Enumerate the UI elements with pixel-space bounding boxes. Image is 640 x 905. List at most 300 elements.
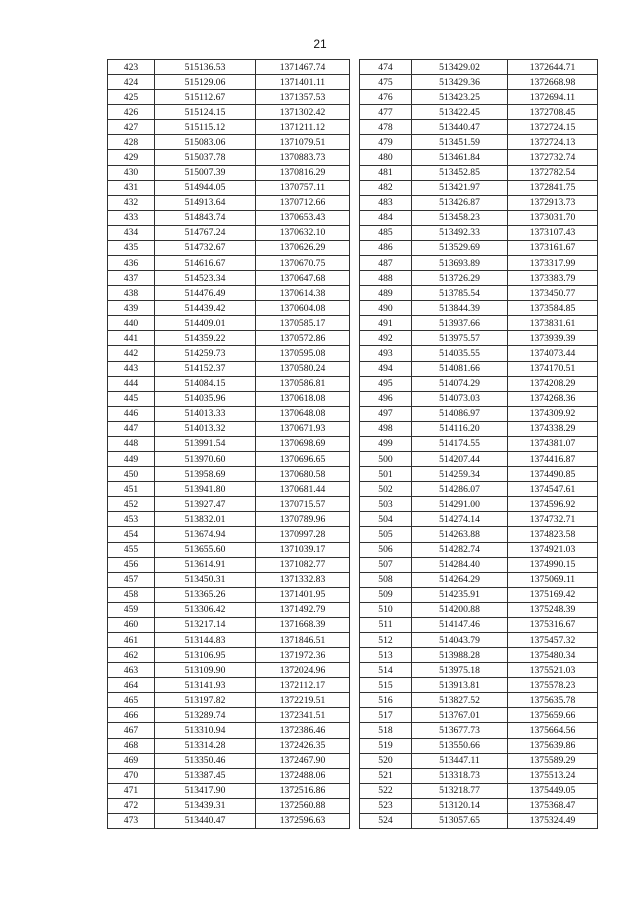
table-row [108,256,350,271]
point-number-cell: 489 [360,286,412,301]
point-number-cell: 487 [360,256,412,271]
y-coordinate-cell: 1370614.38 [256,286,350,301]
y-coordinate-cell: 1370712.66 [256,195,350,210]
x-coordinate-cell: 513674.94 [155,527,256,542]
y-coordinate-cell: 1370883.73 [256,150,350,165]
x-coordinate-cell: 514043.79 [412,632,508,647]
y-coordinate-cell: 1375457.32 [508,632,598,647]
x-coordinate-cell: 514359.22 [155,331,256,346]
table-row [108,693,350,708]
y-coordinate-cell: 1374268.36 [508,391,598,406]
x-coordinate-cell: 514084.15 [155,376,256,391]
table-row [108,723,350,738]
y-coordinate-cell: 1372724.13 [508,135,598,150]
y-coordinate-cell: 1374490.85 [508,467,598,482]
table-row [360,482,598,497]
table-row [108,648,350,663]
x-coordinate-cell: 513970.60 [155,452,256,467]
point-number-cell: 430 [108,165,155,180]
table-row [108,90,350,105]
y-coordinate-cell: 1370647.68 [256,271,350,286]
table-row [108,331,350,346]
y-coordinate-cell: 1374208.29 [508,376,598,391]
x-coordinate-cell: 514263.88 [412,527,508,542]
x-coordinate-cell: 514439.42 [155,301,256,316]
point-number-cell: 437 [108,271,155,286]
y-coordinate-cell: 1372341.51 [256,708,350,723]
x-coordinate-cell: 514013.33 [155,406,256,421]
y-coordinate-cell: 1372112.17 [256,678,350,693]
point-number-cell: 432 [108,195,155,210]
x-coordinate-cell: 514286.07 [412,482,508,497]
point-number-cell: 452 [108,497,155,512]
table-row [108,180,350,195]
y-coordinate-cell: 1370681.44 [256,482,350,497]
table-row [360,135,598,150]
point-number-cell: 510 [360,602,412,617]
table-row [360,271,598,286]
point-number-cell: 448 [108,436,155,451]
table-row [108,346,350,361]
point-number-cell: 511 [360,617,412,632]
x-coordinate-cell: 513941.80 [155,482,256,497]
point-number-cell: 442 [108,346,155,361]
x-coordinate-cell: 513767.01 [412,708,508,723]
point-number-cell: 515 [360,678,412,693]
point-number-cell: 517 [360,708,412,723]
x-coordinate-cell: 514200.88 [412,602,508,617]
table-row [108,678,350,693]
table-row [360,587,598,602]
point-number-cell: 473 [108,813,155,828]
x-coordinate-cell: 513975.18 [412,663,508,678]
point-number-cell: 423 [108,60,155,75]
y-coordinate-cell: 1371467.74 [256,60,350,75]
x-coordinate-cell: 513387.45 [155,768,256,783]
table-row [108,406,350,421]
y-coordinate-cell: 1370648.08 [256,406,350,421]
point-number-cell: 490 [360,301,412,316]
x-coordinate-cell: 513318.73 [412,768,508,783]
x-coordinate-cell: 513289.74 [155,708,256,723]
x-coordinate-cell: 515136.53 [155,60,256,75]
y-coordinate-cell: 1372694.11 [508,90,598,105]
point-number-cell: 451 [108,482,155,497]
point-number-cell: 503 [360,497,412,512]
table-row [108,286,350,301]
point-number-cell: 479 [360,135,412,150]
x-coordinate-cell: 514284.40 [412,557,508,572]
y-coordinate-cell: 1374547.61 [508,482,598,497]
table-row [360,60,598,75]
point-number-cell: 455 [108,542,155,557]
y-coordinate-cell: 1372560.88 [256,798,350,813]
table-row [360,421,598,436]
point-number-cell: 463 [108,663,155,678]
point-number-cell: 454 [108,527,155,542]
x-coordinate-cell: 513529.69 [412,240,508,255]
point-number-cell: 480 [360,150,412,165]
table-row [108,708,350,723]
page-number: 21 [313,37,327,51]
y-coordinate-cell: 1374338.29 [508,421,598,436]
y-coordinate-cell: 1375664.56 [508,723,598,738]
y-coordinate-cell: 1370585.17 [256,316,350,331]
y-coordinate-cell: 1370572.86 [256,331,350,346]
x-coordinate-cell: 513057.65 [412,813,508,828]
y-coordinate-cell: 1372782.54 [508,165,598,180]
y-coordinate-cell: 1374073.44 [508,346,598,361]
point-number-cell: 462 [108,648,155,663]
y-coordinate-cell: 1371492.79 [256,602,350,617]
y-coordinate-cell: 1370789.96 [256,512,350,527]
table-row [360,617,598,632]
table-row [108,512,350,527]
table-row [360,225,598,240]
y-coordinate-cell: 1371079.51 [256,135,350,150]
x-coordinate-cell: 515037.78 [155,150,256,165]
x-coordinate-cell: 514235.91 [412,587,508,602]
x-coordinate-cell: 514913.64 [155,195,256,210]
point-number-cell: 486 [360,240,412,255]
x-coordinate-cell: 514732.67 [155,240,256,255]
table-row [108,60,350,75]
y-coordinate-cell: 1375169.42 [508,587,598,602]
table-row [360,602,598,617]
y-coordinate-cell: 1371082.77 [256,557,350,572]
point-number-cell: 518 [360,723,412,738]
table-row [108,738,350,753]
point-number-cell: 476 [360,90,412,105]
point-number-cell: 516 [360,693,412,708]
table-row [360,632,598,647]
x-coordinate-cell: 515115.12 [155,120,256,135]
y-coordinate-cell: 1375480.34 [508,648,598,663]
table-row [360,798,598,813]
y-coordinate-cell: 1370580.24 [256,361,350,376]
y-coordinate-cell: 1371401.11 [256,75,350,90]
table-row [108,225,350,240]
y-coordinate-cell: 1372516.86 [256,783,350,798]
y-coordinate-cell: 1374170.51 [508,361,598,376]
y-coordinate-cell: 1375635.78 [508,693,598,708]
x-coordinate-cell: 513988.28 [412,648,508,663]
y-coordinate-cell: 1373939.39 [508,331,598,346]
y-coordinate-cell: 1374309.92 [508,406,598,421]
table-row [108,165,350,180]
table-row [108,376,350,391]
y-coordinate-cell: 1370698.69 [256,436,350,451]
x-coordinate-cell: 513306.42 [155,602,256,617]
x-coordinate-cell: 513452.85 [412,165,508,180]
point-number-cell: 491 [360,316,412,331]
point-number-cell: 493 [360,346,412,361]
y-coordinate-cell: 1370670.75 [256,256,350,271]
x-coordinate-cell: 514073.03 [412,391,508,406]
y-coordinate-cell: 1371846.51 [256,632,350,647]
x-coordinate-cell: 515124.15 [155,105,256,120]
table-row [360,723,598,738]
table-row [108,150,350,165]
x-coordinate-cell: 513217.14 [155,617,256,632]
table-row [360,693,598,708]
table-row [108,587,350,602]
point-number-cell: 426 [108,105,155,120]
point-number-cell: 492 [360,331,412,346]
y-coordinate-cell: 1375659.66 [508,708,598,723]
table-row [360,768,598,783]
x-coordinate-cell: 513417.90 [155,783,256,798]
x-coordinate-cell: 513314.28 [155,738,256,753]
table-row [360,512,598,527]
point-number-cell: 496 [360,391,412,406]
x-coordinate-cell: 514116.20 [412,421,508,436]
table-row [360,557,598,572]
table-row [360,391,598,406]
point-number-cell: 474 [360,60,412,75]
x-coordinate-cell: 513655.60 [155,542,256,557]
point-number-cell: 441 [108,331,155,346]
table-row [108,482,350,497]
point-number-cell: 449 [108,452,155,467]
x-coordinate-cell: 513429.36 [412,75,508,90]
y-coordinate-cell: 1374381.07 [508,436,598,451]
table-row [360,572,598,587]
x-coordinate-cell: 513991.54 [155,436,256,451]
table-row [108,436,350,451]
y-coordinate-cell: 1372708.45 [508,105,598,120]
x-coordinate-cell: 514152.37 [155,361,256,376]
x-coordinate-cell: 514409.01 [155,316,256,331]
x-coordinate-cell: 513458.23 [412,210,508,225]
table-row [360,331,598,346]
x-coordinate-cell: 513422.45 [412,105,508,120]
point-number-cell: 478 [360,120,412,135]
x-coordinate-cell: 513785.54 [412,286,508,301]
table-row [360,452,598,467]
x-coordinate-cell: 514282.74 [412,542,508,557]
table-row [360,406,598,421]
x-coordinate-cell: 513492.33 [412,225,508,240]
table-row [108,617,350,632]
y-coordinate-cell: 1372841.75 [508,180,598,195]
x-coordinate-cell: 513614.91 [155,557,256,572]
table-row [108,316,350,331]
x-coordinate-cell: 514476.49 [155,286,256,301]
y-coordinate-cell: 1372426.35 [256,738,350,753]
point-number-cell: 507 [360,557,412,572]
table-row [108,195,350,210]
x-coordinate-cell: 514013.32 [155,421,256,436]
point-number-cell: 501 [360,467,412,482]
x-coordinate-cell: 513461.84 [412,150,508,165]
point-number-cell: 488 [360,271,412,286]
x-coordinate-cell: 513693.89 [412,256,508,271]
y-coordinate-cell: 1370816.29 [256,165,350,180]
x-coordinate-cell: 515112.67 [155,90,256,105]
point-number-cell: 467 [108,723,155,738]
x-coordinate-cell: 513421.97 [412,180,508,195]
x-coordinate-cell: 514616.67 [155,256,256,271]
table-row [108,120,350,135]
y-coordinate-cell: 1370604.08 [256,301,350,316]
point-number-cell: 465 [108,693,155,708]
point-number-cell: 429 [108,150,155,165]
x-coordinate-cell: 514944.05 [155,180,256,195]
point-number-cell: 450 [108,467,155,482]
x-coordinate-cell: 513975.57 [412,331,508,346]
y-coordinate-cell: 1372024.96 [256,663,350,678]
x-coordinate-cell: 513429.02 [412,60,508,75]
point-number-cell: 512 [360,632,412,647]
y-coordinate-cell: 1371332.83 [256,572,350,587]
point-number-cell: 508 [360,572,412,587]
point-number-cell: 444 [108,376,155,391]
point-number-cell: 471 [108,783,155,798]
y-coordinate-cell: 1370680.58 [256,467,350,482]
table-row [360,708,598,723]
table-row [360,256,598,271]
y-coordinate-cell: 1372644.71 [508,60,598,75]
table-row [360,738,598,753]
y-coordinate-cell: 1372913.73 [508,195,598,210]
point-number-cell: 500 [360,452,412,467]
x-coordinate-cell: 514074.29 [412,376,508,391]
y-coordinate-cell: 1371972.36 [256,648,350,663]
point-number-cell: 424 [108,75,155,90]
point-number-cell: 499 [360,436,412,451]
table-row [360,346,598,361]
x-coordinate-cell: 513450.31 [155,572,256,587]
x-coordinate-cell: 514264.29 [412,572,508,587]
table-row [360,648,598,663]
point-number-cell: 521 [360,768,412,783]
point-number-cell: 497 [360,406,412,421]
point-number-cell: 440 [108,316,155,331]
x-coordinate-cell: 513365.26 [155,587,256,602]
x-coordinate-cell: 513550.66 [412,738,508,753]
y-coordinate-cell: 1373831.61 [508,316,598,331]
y-coordinate-cell: 1374990.15 [508,557,598,572]
table-row [108,783,350,798]
point-number-cell: 458 [108,587,155,602]
y-coordinate-cell: 1375578.23 [508,678,598,693]
point-number-cell: 433 [108,210,155,225]
x-coordinate-cell: 514523.34 [155,271,256,286]
x-coordinate-cell: 514174.55 [412,436,508,451]
table-row [108,421,350,436]
point-number-cell: 495 [360,376,412,391]
x-coordinate-cell: 513844.39 [412,301,508,316]
x-coordinate-cell: 514207.44 [412,452,508,467]
table-row [360,286,598,301]
y-coordinate-cell: 1372724.15 [508,120,598,135]
point-number-cell: 523 [360,798,412,813]
x-coordinate-cell: 514274.14 [412,512,508,527]
point-number-cell: 482 [360,180,412,195]
point-number-cell: 514 [360,663,412,678]
y-coordinate-cell: 1373317.99 [508,256,598,271]
point-number-cell: 445 [108,391,155,406]
y-coordinate-cell: 1371668.39 [256,617,350,632]
x-coordinate-cell: 513451.59 [412,135,508,150]
x-coordinate-cell: 515129.06 [155,75,256,90]
y-coordinate-cell: 1373450.77 [508,286,598,301]
x-coordinate-cell: 513426.87 [412,195,508,210]
y-coordinate-cell: 1372467.90 [256,753,350,768]
y-coordinate-cell: 1375368.47 [508,798,598,813]
table-row [108,271,350,286]
y-coordinate-cell: 1371211.12 [256,120,350,135]
table-row [360,240,598,255]
coordinates-table-left-body [108,60,350,829]
table-row [108,467,350,482]
y-coordinate-cell: 1371302.42 [256,105,350,120]
point-number-cell: 466 [108,708,155,723]
x-coordinate-cell: 513958.69 [155,467,256,482]
point-number-cell: 520 [360,753,412,768]
table-row [108,497,350,512]
y-coordinate-cell: 1375316.67 [508,617,598,632]
y-coordinate-cell: 1370653.43 [256,210,350,225]
point-number-cell: 468 [108,738,155,753]
y-coordinate-cell: 1375248.39 [508,602,598,617]
table-row [108,527,350,542]
point-number-cell: 427 [108,120,155,135]
y-coordinate-cell: 1375449.05 [508,783,598,798]
x-coordinate-cell: 513726.29 [412,271,508,286]
y-coordinate-cell: 1370632.10 [256,225,350,240]
y-coordinate-cell: 1370671.93 [256,421,350,436]
x-coordinate-cell: 514081.66 [412,361,508,376]
table-row [360,210,598,225]
table-row [108,663,350,678]
point-number-cell: 438 [108,286,155,301]
table-row [108,798,350,813]
point-number-cell: 472 [108,798,155,813]
point-number-cell: 513 [360,648,412,663]
x-coordinate-cell: 514259.34 [412,467,508,482]
point-number-cell: 502 [360,482,412,497]
y-coordinate-cell: 1372488.06 [256,768,350,783]
point-number-cell: 498 [360,421,412,436]
table-row [108,602,350,617]
table-row [108,135,350,150]
point-number-cell: 481 [360,165,412,180]
table-row [108,753,350,768]
table-row [108,361,350,376]
y-coordinate-cell: 1374823.58 [508,527,598,542]
table-row [360,150,598,165]
table-row [360,90,598,105]
table-row [360,105,598,120]
y-coordinate-cell: 1373383.79 [508,271,598,286]
x-coordinate-cell: 515083.06 [155,135,256,150]
coordinates-table-left [107,59,350,829]
table-row [108,391,350,406]
table-row [108,240,350,255]
x-coordinate-cell: 514035.96 [155,391,256,406]
point-number-cell: 524 [360,813,412,828]
point-number-cell: 425 [108,90,155,105]
x-coordinate-cell: 513913.81 [412,678,508,693]
x-coordinate-cell: 513832.01 [155,512,256,527]
point-number-cell: 506 [360,542,412,557]
table-row [108,105,350,120]
point-number-cell: 443 [108,361,155,376]
table-row [360,195,598,210]
table-row [360,542,598,557]
